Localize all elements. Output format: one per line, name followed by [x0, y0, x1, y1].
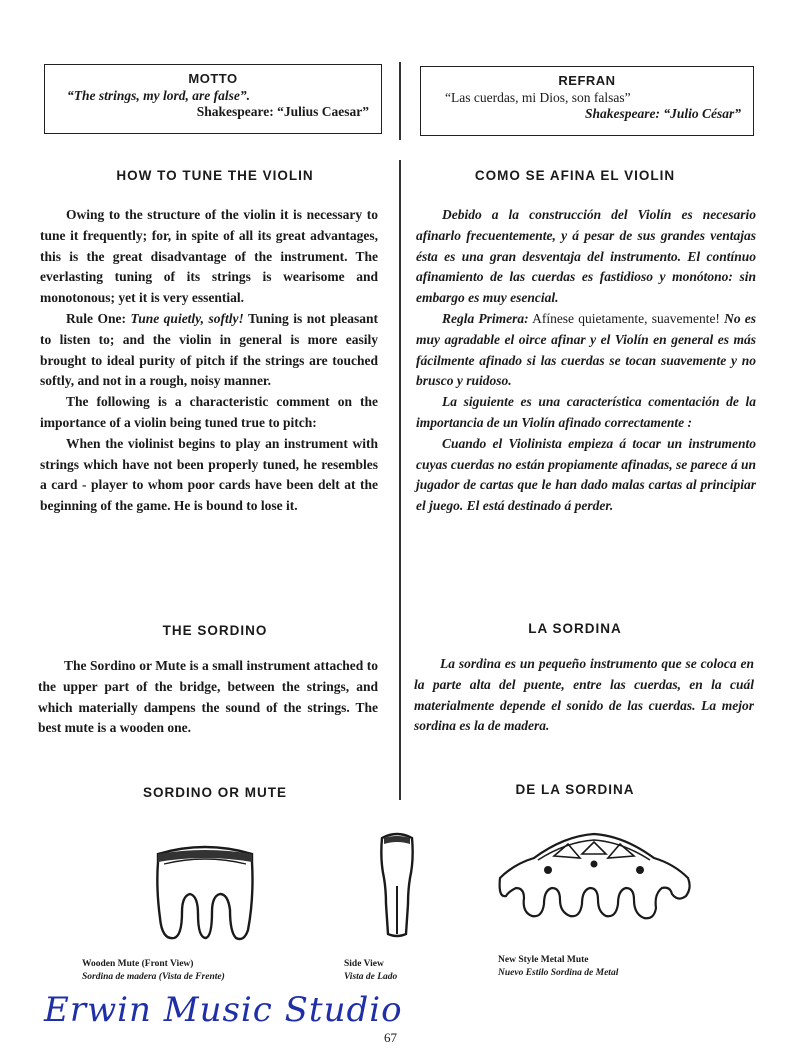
column-divider-top [399, 62, 401, 140]
wooden-mute-front-illustration [150, 838, 260, 948]
tune-text-spanish [416, 205, 756, 517]
caption-wooden-mute-es: Sordina de madera (Vista de Frente) [82, 972, 225, 982]
caption-side-view-es: Vista de Lado [344, 972, 398, 982]
caption-metal-mute [498, 954, 618, 980]
motto-box-english [44, 64, 382, 134]
metal-mute-illustration [494, 830, 694, 925]
regla-primera-text: No es muy agradable el oirce afinar y el Violín en general es más fácilmente afinado si las cuerdas se tocan suavemente y no brusco y ruidoso. [416, 310, 756, 389]
motto-box-spanish [420, 66, 754, 136]
caption-metal-mute-es: Nuevo Estilo Sordina de Metal [498, 968, 619, 978]
sordino-text-spanish [414, 654, 754, 737]
regla-primera-plain: Afínese quietamente, suavemente! [528, 310, 725, 326]
sordina-paragraph: La sordina es un pequeño instrumento que se coloca en la parte alta del puente, entre las cuerdas, en la cuál materialmente depende el sonido de las cuerdas. La mejor sordina es la de madera. [414, 656, 754, 734]
page-number: 67 [384, 1030, 397, 1045]
refran-quote: “Las cuerdas, mi Dios, son falsas” [445, 90, 631, 105]
regla-primera-label: Regla Primera: [442, 310, 529, 326]
heading-sordino-or-mute: SORDINO OR MUTE [142, 785, 287, 800]
studio-watermark: Erwin Music Studio [44, 990, 403, 1030]
tune-text-english [40, 205, 378, 517]
caption-side-view-en: Side View [344, 959, 384, 969]
tune-paragraph [40, 309, 378, 392]
sordino-paragraph: The Sordino or Mute is a small instrument attached to the upper part of the bridge, between the strings, and which materially dampens the sound of the strings. The best mute is a wooden one. [38, 658, 378, 736]
rule-one-emphasis: Tune quietly, softly! [130, 310, 244, 326]
tune-paragraph: When the violinist begins to play an instrument with strings which have not been properly tuned, he resembles a card - player to whom poor cards have been delt at the beginning of the game. He is bound to lose it. [40, 435, 378, 514]
tune-paragraph: The following is a characteristic comment on the importance of a violin being tuned true to pitch: [40, 394, 378, 430]
motto-title: MOTTO [188, 71, 238, 86]
afina-paragraph: La siguiente es una característica comentación de la importancia de un Violín afinado correctamente : [416, 394, 756, 430]
sordino-text-english [38, 656, 378, 739]
afina-paragraph: Cuando el Violinista empieza á tocar un instrumento cuyas cuerdas no están propiamente afinadas, se parece á un jugador de cartas que le han dado malas cartas al principiar el juego. El está destinado á perder. [416, 435, 756, 514]
afina-paragraph [416, 309, 756, 392]
caption-wooden-mute [82, 958, 225, 984]
heading-de-la-sordina: DE LA SORDINA [515, 782, 635, 797]
mute-side-view-illustration [372, 830, 422, 940]
afina-paragraph: Debido a la construcción del Violín es necesario afinarlo frecuentemente, y á pesar de sus grandes ventajas ésta es una gran desventaja del instrumento. El contínuo afinamiento de las cuerdas es fastidioso y monótono: sin embargo es muy esencial. [416, 207, 756, 306]
motto-quote: “The strings, my lord, are false”. [67, 88, 251, 103]
heading-la-sordina: LA SORDINA [528, 621, 622, 636]
heading-como-se-afina: COMO SE AFINA EL VIOLIN [474, 168, 676, 183]
heading-how-to-tune: HOW TO TUNE THE VIOLIN [116, 168, 314, 183]
caption-side-view [344, 958, 397, 984]
motto-attribution: Shakespeare: “Julius Caesar” [196, 104, 369, 119]
rule-one-label: Rule One: [66, 310, 131, 326]
column-divider-main [399, 160, 401, 800]
rule-one-text: Tuning is not pleasant to listen to; and the violin in general is more easily brought to ideal purity of pitch if the strings are touched softly, and not in a rough, noisy manner. [40, 310, 378, 389]
refran-attribution: Shakespeare: “Julio César” [584, 106, 741, 121]
caption-metal-mute-en: New Style Metal Mute [498, 955, 589, 965]
refran-title: REFRAN [558, 73, 616, 88]
heading-the-sordino: THE SORDINO [162, 623, 268, 638]
caption-wooden-mute-en: Wooden Mute (Front View) [82, 959, 194, 969]
tune-paragraph: Owing to the structure of the violin it is necessary to tune it frequently; for, in spite of all its great advantages, this is the great disadvantage of the instrument. The everlasting tuning of its strings is wearisome and monotonous; yet it is very essential. [40, 207, 378, 306]
